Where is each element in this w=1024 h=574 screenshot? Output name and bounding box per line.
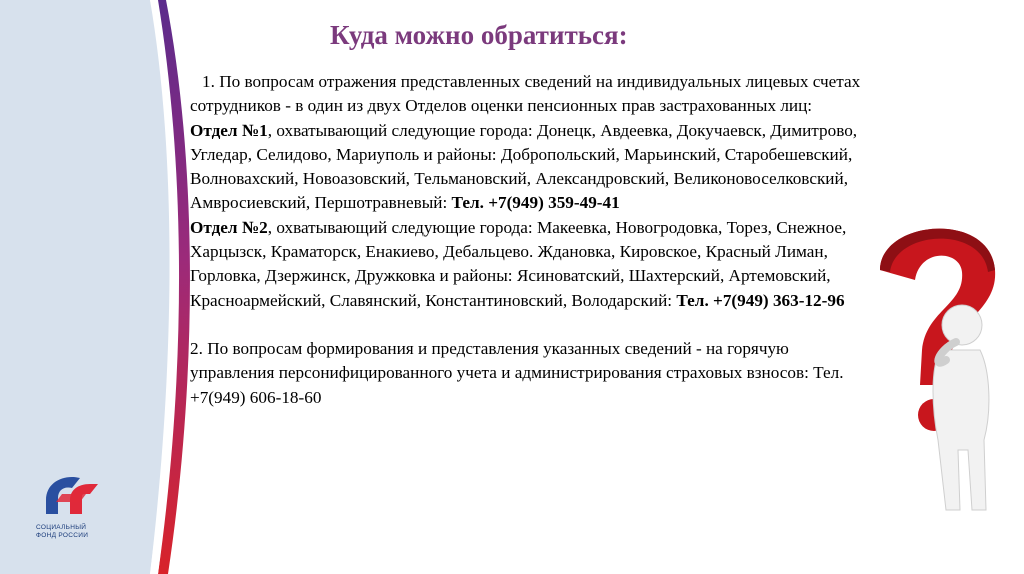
dept1-text: , охватывающий следующие города: Донецк, Авдеевка, Докучаевск, Димитрово, Угледар, Селидово, Мариуполь и районы: Добропольский, Марьинский, Старобешевский, Волновахский, Новоазовский, Тельмановский, Александровский, Великоновоселковский, Амвросиевский, Першотравневый: (190, 120, 858, 213)
logo-caption (36, 524, 126, 540)
slide-body (190, 70, 870, 410)
dept2-paragraph (190, 216, 870, 313)
section1-intro: 1. По вопросам отражения представленных сведений на индивидуальных лицевых счетах сотрудников - в один из двух Отделов оценки пенсионных прав застрахованных лиц: (190, 72, 861, 116)
dept1-phone: Тел. +7(949) 359-49-41 (451, 193, 620, 213)
sfr-logo-icon (36, 470, 106, 522)
spacer (190, 313, 870, 337)
dept2-text: , охватывающий следующие города: Макеевка, Новогродовка, Торез, Снежное, Харцызск, Краматорск, Енакиево, Дебальцево. Ждановка, Кировское, Красный Лиман, Горловка, Дзержинск, Дружковка и районы: Ясиноватский, Шахтерский, Артемовский, Красноармейский, Славянский, Константиновский, Володарский: (190, 217, 847, 310)
dept1-label: Отдел №1 (190, 120, 268, 140)
thinking-person-question-mark-icon (860, 210, 1010, 530)
slide-title: Куда можно обратиться: (330, 20, 628, 50)
section2-text: 2. По вопросам формирования и представления указанных сведений - на горячую управления персонифицированного учета и администрирования страховых взносов: Тел. +7(949) 606-18-60 (190, 338, 844, 407)
logo-caption-line1: СОЦИАЛЬНЫЙ (36, 524, 87, 531)
dept2-label: Отдел №2 (190, 217, 268, 237)
logo-caption-line2: ФОНД РОССИИ (36, 532, 89, 539)
dept1-paragraph (190, 119, 870, 216)
dept2-phone: Тел. +7(949) 363-12-96 (676, 290, 845, 310)
